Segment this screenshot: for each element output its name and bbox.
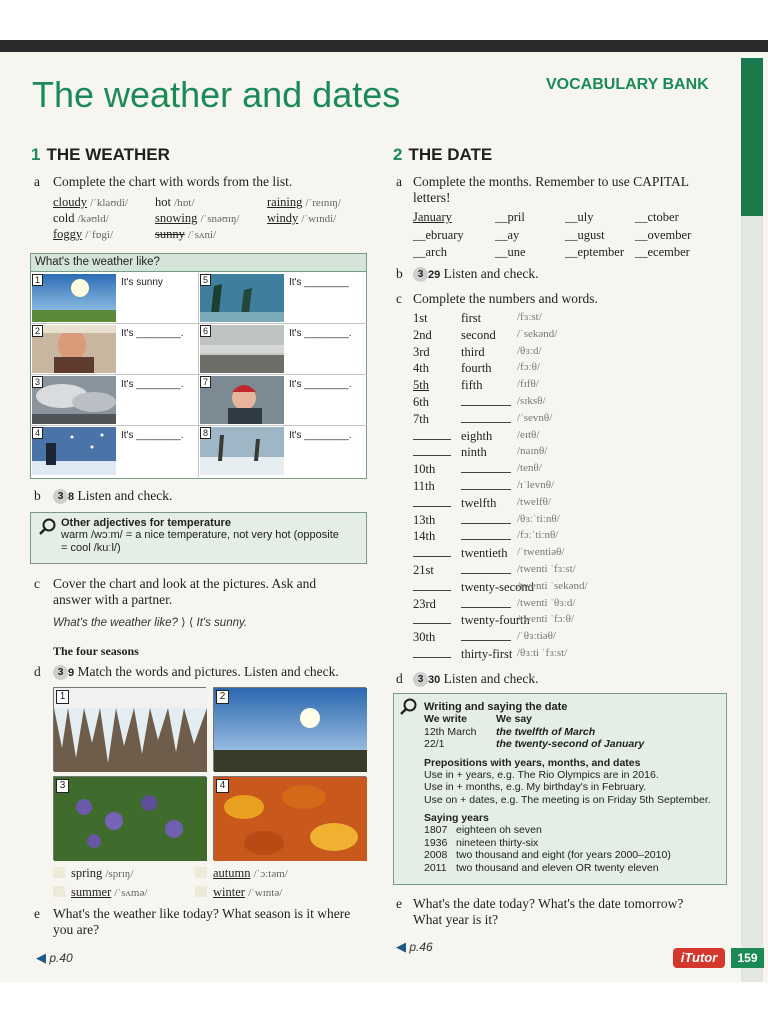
picture-number: 1: [32, 274, 43, 286]
weather-cell: [31, 426, 199, 477]
word-list: [53, 195, 363, 243]
year-row: 2011 two thousand and eleven OR twenty eleven: [424, 861, 659, 874]
audio-cd-icon[interactable]: 3: [413, 672, 428, 687]
ordinal-phonetic: /fɪfθ/: [517, 378, 539, 391]
foggy-photo: [200, 325, 284, 373]
ordinal-word: ninth: [461, 445, 487, 460]
page-number: 159: [731, 948, 764, 968]
tip-title: Other adjectives for temperature: [61, 517, 231, 529]
saying-years-title: Saying years: [424, 812, 489, 824]
ordinal-number[interactable]: [413, 429, 455, 444]
weather-heading: [31, 145, 170, 165]
exercise-instruction: Complete the chart with words from the list.: [53, 174, 293, 189]
hot-photo: [32, 325, 116, 373]
ordinal-word[interactable]: [461, 630, 511, 645]
ordinal-word: twenty-second: [461, 579, 534, 594]
season-photo: [53, 776, 206, 860]
ordinal-number: 4th: [413, 361, 429, 376]
ordinal-phonetic: /twenti ˈfɜːst/: [517, 563, 576, 575]
word-item: cloudy /ˈklaʊdi/: [53, 195, 128, 209]
picture-number: 5: [200, 274, 211, 286]
ordinal-number[interactable]: [413, 580, 455, 595]
exercise-instruction: Complete the numbers and words.: [413, 291, 598, 306]
magnifier-icon: [399, 698, 419, 716]
exercise-label: d: [34, 664, 41, 679]
dialogue-answer: It's sunny.: [196, 617, 248, 629]
ordinal-word[interactable]: [461, 597, 511, 612]
month-item[interactable]: __arch: [413, 245, 448, 259]
ordinal-number: 13th: [413, 512, 436, 527]
exercise-instruction: answer with a partner.: [53, 592, 173, 607]
month-item[interactable]: __eptember: [565, 245, 625, 259]
picture-number: 3: [32, 376, 43, 388]
exercise-instruction: letters!: [413, 190, 451, 205]
answer-box[interactable]: [53, 867, 65, 878]
tip-title: Writing and saying the date: [424, 701, 568, 713]
weather-cell: [199, 426, 367, 477]
month-item[interactable]: __ay: [495, 227, 520, 242]
word-item: sunny /ˈsʌni/: [155, 227, 217, 241]
cell-caption: It's ________: [289, 277, 349, 288]
word-item: hot /hɒt/: [155, 195, 195, 209]
ordinal-number: 14th: [413, 529, 436, 544]
arrow-left-icon: ◀: [396, 939, 406, 954]
arrow-left-icon: ◀: [36, 950, 46, 965]
listen-check-date-b: 3 29 Listen and check.: [413, 266, 538, 283]
preposition-line: Use in + months, e.g. My birthday's in February.: [424, 781, 647, 793]
section-number: 2: [393, 145, 403, 164]
picture-number: 7: [200, 376, 211, 388]
ordinal-word: fourth: [461, 361, 492, 376]
ordinal-phonetic: /ɪˈlevnθ/: [517, 479, 555, 491]
magnifier-icon: [38, 518, 58, 536]
cell-caption: It's ________.: [289, 328, 352, 339]
ordinal-number[interactable]: [413, 613, 455, 628]
month-item[interactable]: __une: [495, 245, 526, 259]
date-heading: [393, 145, 492, 165]
cell-caption: It's ________.: [289, 430, 352, 441]
ordinal-word: eighth: [461, 428, 493, 443]
ordinal-phonetic: /twenti ˈfɔːθ/: [517, 613, 574, 626]
section-heading-text: THE DATE: [408, 145, 493, 164]
section-heading-text: THE WEATHER: [46, 145, 170, 164]
weather-cell: [199, 324, 367, 375]
bluebells-photo: [54, 777, 207, 861]
picture-number: 4: [32, 427, 43, 439]
ordinal-word: fifth: [461, 378, 483, 393]
month-item[interactable]: __ctober: [635, 210, 679, 224]
listen-check-date-d: 3 30 Listen and check.: [413, 671, 538, 688]
raining-photo: [200, 427, 284, 475]
weather-cell: [199, 273, 367, 324]
ordinal-phonetic: /twenti ˈθɜːd/: [517, 596, 576, 609]
answer-box[interactable]: [195, 886, 207, 897]
year-row: 2008 two thousand and eight (for years 2000–2010): [424, 849, 671, 861]
ordinal-number: 2nd: [413, 327, 432, 342]
answer-box[interactable]: [195, 867, 207, 878]
dialogue-question: What's the weather like?: [53, 617, 178, 629]
tip-line: warm /wɔːm/ = a nice temperature, not very hot (opposite: [61, 529, 339, 541]
ordinal-number: 11th: [413, 479, 435, 493]
ordinal-word: twelfth: [461, 495, 497, 510]
ordinal-word: second: [461, 327, 496, 342]
ordinal-word[interactable]: [461, 462, 511, 477]
sunny-field-photo: [214, 688, 367, 772]
weather-chart: [30, 253, 367, 479]
exercise-label: a: [396, 174, 402, 189]
page-reference-link[interactable]: ◀ p.46: [396, 939, 433, 954]
ordinal-word[interactable]: [461, 412, 511, 427]
page-reference-link[interactable]: ◀ p.40: [36, 950, 73, 965]
ordinal-word[interactable]: [461, 395, 511, 410]
ordinal-phonetic: /fɔːθ/: [517, 361, 540, 374]
answer-box[interactable]: [53, 886, 65, 897]
ordinal-phonetic: /naɪnθ/: [517, 445, 548, 458]
month-item[interactable]: __uly: [565, 210, 594, 224]
word-row: [53, 227, 363, 243]
seasons-heading: The four seasons: [53, 644, 139, 658]
ordinal-phonetic: /tenθ/: [517, 462, 542, 475]
weather-cell: [31, 324, 199, 375]
picture-number: 1: [56, 690, 69, 704]
exercise-label: a: [34, 174, 40, 189]
cell-caption: It's ________.: [121, 379, 184, 390]
we-write-we-say-header: We write We say: [424, 713, 532, 725]
exercise-label: b: [34, 488, 41, 503]
ordinal-phonetic: /ˈsekənd/: [517, 327, 558, 340]
year-row: 1807 eighteen oh seven: [424, 824, 542, 836]
page-title: The weather and dates: [32, 74, 401, 115]
ordinal-phonetic: /twelfθ/: [517, 495, 551, 508]
ordinal-number: 3rd: [413, 344, 430, 359]
ordinal-number: 6th: [413, 395, 429, 409]
picture-number: 4: [216, 779, 229, 793]
picture-number: 2: [216, 690, 229, 704]
tip-box-temperature: [30, 512, 367, 564]
writing-dates-content: [424, 701, 722, 893]
ordinal-number[interactable]: [413, 546, 455, 561]
ordinal-number: 30th: [413, 630, 436, 645]
ordinal-word[interactable]: [461, 529, 511, 544]
side-strip: [741, 216, 763, 982]
season-word: winter /ˈwɪntə/: [195, 883, 282, 903]
ordinal-number[interactable]: [413, 496, 455, 511]
weather-cell: [31, 375, 199, 426]
ordinal-phonetic: /ˈθɜːtiəθ/: [517, 630, 556, 643]
ordinal-phonetic: /twenti ˈsekənd/: [517, 579, 588, 592]
season-photo: [53, 687, 206, 771]
windy-photo: [200, 274, 284, 322]
prepositions-title: Prepositions with years, months, and dates: [424, 756, 641, 769]
cell-caption: It's ________.: [121, 328, 184, 339]
picture-number: 3: [56, 779, 69, 793]
season-word: summer /ˈsʌmə/: [53, 883, 147, 903]
ordinal-word[interactable]: [461, 513, 511, 528]
ordinal-word[interactable]: [461, 479, 511, 494]
preposition-line: Use on + dates, e.g. The meeting is on Friday 5th September.: [424, 793, 711, 806]
cell-caption: It's sunny: [121, 277, 163, 288]
word-item: foggy /ˈfɒgi/: [53, 227, 114, 241]
itutor-logo[interactable]: iTutor: [673, 948, 725, 968]
exercise-instruction: Cover the chart and look at the pictures. Ask and: [53, 576, 317, 591]
picture-number: 8: [200, 427, 211, 439]
exercise-instruction: Complete the months. Remember to use CAPITAL: [413, 174, 690, 189]
month-item: January: [413, 210, 452, 224]
year-row: 1936 nineteen thirty-six: [424, 836, 539, 849]
ordinal-number: 10th: [413, 462, 436, 477]
exercise-label: b: [396, 266, 403, 281]
exercise-instruction: What year is it?: [413, 912, 499, 927]
ordinal-phonetic: /eɪtθ/: [517, 428, 540, 441]
autumn-leaves-photo: [214, 777, 367, 861]
ordinal-number: 21st: [413, 563, 434, 577]
month-item[interactable]: __ebruary: [413, 227, 464, 242]
exercise-instruction: What's the date today? What's the date tomorrow?: [413, 896, 684, 911]
ordinal-number: 1st: [413, 311, 428, 325]
word-row: [53, 195, 363, 211]
ordinal-phonetic: /fɜːst/: [517, 311, 542, 323]
word-item: raining /ˈreɪnɪŋ/: [267, 195, 341, 209]
month-item[interactable]: __ovember: [635, 227, 692, 242]
exercise-label: e: [34, 906, 40, 921]
audio-cd-icon[interactable]: 3: [53, 489, 68, 504]
ordinal-phonetic: /sɪksθ/: [517, 395, 546, 407]
dialogue-example: What's the weather like? ⟩ ⟨ It's sunny.: [53, 617, 248, 629]
ordinal-phonetic: /fɔːˈtiːnθ/: [517, 529, 559, 542]
chart-header: What's the weather like?: [31, 254, 366, 272]
date-example-row: 22/1 the twenty-second of January: [424, 738, 645, 750]
ordinal-number[interactable]: [413, 647, 455, 662]
ordinal-phonetic: /θɜːd/: [517, 344, 542, 357]
ordinal-number: 23rd: [413, 596, 436, 611]
tip-line: = cool /kuːl/): [61, 542, 121, 554]
word-item: cold /kəʊld/: [53, 211, 109, 225]
cell-caption: It's ________.: [289, 379, 352, 390]
season-photo: [213, 776, 366, 860]
months-row: [413, 244, 717, 262]
side-tab: [741, 58, 763, 216]
ordinal-phonetic: /ˈsevnθ/: [517, 411, 553, 424]
ordinal-word[interactable]: [461, 563, 511, 578]
ordinal-word: thirty-first: [461, 647, 513, 661]
exercise-label: c: [396, 291, 402, 306]
ordinal-phonetic: /θɜːti ˈfɜːst/: [517, 647, 568, 659]
exercise-instruction: What's the weather like today? What season is it where: [53, 906, 351, 921]
section-number: 1: [31, 145, 41, 164]
cloudy-photo: [32, 376, 116, 424]
icicles-photo: [54, 688, 207, 772]
exercise-label: c: [34, 576, 40, 591]
preposition-line: Use in + years, e.g. The Rio Olympics are in 2016.: [424, 768, 659, 781]
exercise-label: e: [396, 896, 402, 911]
weather-cell: [199, 375, 367, 426]
ordinal-number: 5th: [413, 378, 429, 393]
season-word: spring /sprɪŋ/: [53, 864, 133, 884]
months-row: [413, 209, 717, 227]
listen-match-d: 3 9 Match the words and pictures. Listen and check.: [53, 664, 339, 681]
word-row: [53, 211, 363, 227]
ordinal-word: third: [461, 344, 485, 359]
picture-number: 2: [32, 325, 43, 337]
snowing-photo: [32, 427, 116, 475]
season-word: autumn /ˈɔːtəm/: [195, 864, 288, 884]
listen-check-b: 3 8 Listen and check.: [53, 488, 172, 505]
month-item[interactable]: __ecember: [635, 245, 690, 259]
month-item[interactable]: __pril: [495, 210, 525, 224]
season-photo: [213, 687, 366, 771]
ordinal-number: 7th: [413, 411, 429, 426]
cell-caption: It's ________.: [121, 430, 184, 441]
ordinal-phonetic: /ˈtwentiəθ/: [517, 546, 565, 559]
ordinal-word: twentieth: [461, 546, 508, 561]
ordinal-word: twenty-fourth: [461, 613, 530, 628]
month-item[interactable]: __ugust: [565, 227, 605, 242]
audio-cd-icon[interactable]: 3: [413, 267, 428, 282]
months-row: [413, 227, 717, 245]
weather-cell: [31, 273, 199, 324]
word-item: snowing /ˈsnəʊɪŋ/: [155, 211, 240, 225]
sunny-photo: [32, 274, 116, 322]
exercise-instruction: you are?: [53, 922, 100, 937]
audio-cd-icon[interactable]: 3: [53, 665, 68, 680]
exercise-label: d: [396, 671, 403, 686]
ordinal-number[interactable]: [413, 445, 455, 460]
months-grid: [413, 209, 717, 262]
picture-number: 6: [200, 325, 211, 337]
date-example-row: 12th March the twelfth of March: [424, 725, 596, 738]
scan-top-border: [0, 40, 768, 52]
ordinal-word: first: [461, 311, 482, 325]
section-label: VOCABULARY BANK: [546, 76, 709, 93]
ordinal-phonetic: /θɜːˈtiːnθ/: [517, 512, 560, 525]
cold-photo: [200, 376, 284, 424]
word-item: windy /ˈwɪndi/: [267, 211, 337, 225]
